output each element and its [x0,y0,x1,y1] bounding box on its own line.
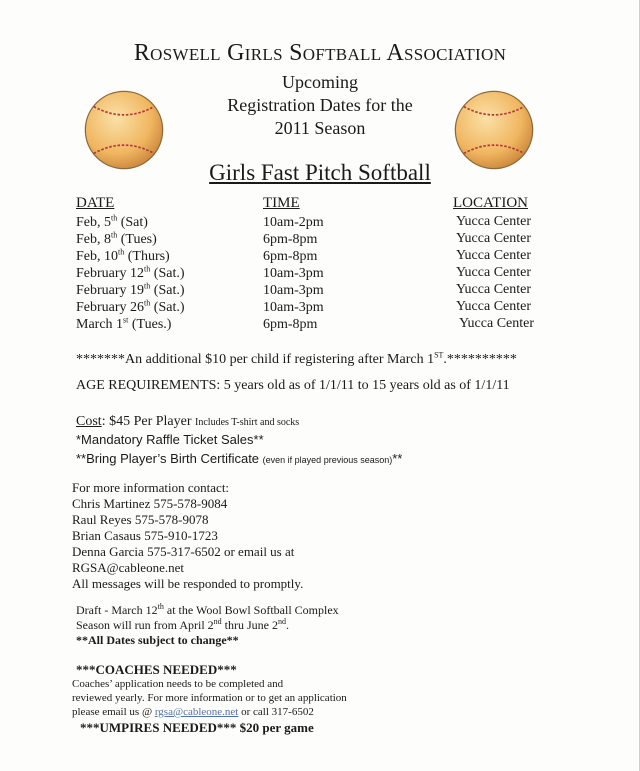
schedule-row-time: 10am-3pm [263,300,324,315]
schedule-row-time: 10am-3pm [263,266,324,281]
column-date: DATE [76,195,115,211]
draft-date: Draft - March 12th at the Wool Bowl Softball Complex [76,602,339,617]
schedule-row-date: February 19th (Sat.) [76,281,185,298]
schedule-row-location: Yucca Center [456,214,532,229]
schedule-row-date: February 12th (Sat.) [76,264,185,281]
association-title: Roswell Girls Softball Association [133,40,507,66]
schedule-row-time: 10am-2pm [263,215,324,230]
schedule-row-location: Yucca Center [456,282,532,297]
schedule-row-time: 6pm-8pm [263,249,318,264]
coaches-info-line: reviewed yearly. For more information or to get an application [72,692,347,704]
schedule-dates [76,214,185,333]
schedule-row-date: Feb, 10th (Thurs) [76,247,170,264]
subtitle-season: 2011 Season [274,118,366,138]
coaches-needed-heading: ***COACHES NEEDED*** [76,662,237,677]
contact-person: Brian Casaus 575-910-1723 [72,528,218,543]
schedule-row-time: 6pm-8pm [263,317,318,332]
response-note: All messages will be responded to promptly. [72,576,304,591]
contact-person: Raul Reyes 575-578-9078 [72,512,209,527]
late-fee-notice: *******An additional $10 per child if registering after March 1ST.********** [76,350,517,367]
contact-email[interactable]: RGSA@cableone.net [72,560,184,575]
raffle-notice: *Mandatory Raffle Ticket Sales** [76,432,264,447]
schedule-times [263,214,324,333]
coaches-contact-line: please email us @ rgsa@cableone.net or call 317-6502 [72,706,314,718]
schedule-row-location: Yucca Center [456,248,532,263]
schedule-row-location: Yucca Center [459,316,535,331]
coaches-info-line: Coaches’ application needs to be completed and [72,678,284,690]
schedule-row-date: March 1st (Tues.) [76,315,172,332]
schedule-row-date: February 26th (Sat.) [76,298,185,315]
cost-line: Cost: $45 Per Player Includes T-shirt and socks [76,414,300,429]
subtitle-upcoming: Upcoming [282,72,358,92]
schedule-row-date: Feb, 5th (Sat) [76,213,148,230]
contact-intro: For more information contact: [72,480,230,495]
schedule-row-location: Yucca Center [456,265,532,280]
umpires-needed: ***UMPIRES NEEDED*** $20 per game [80,720,314,735]
contact-person: Chris Martinez 575-578-9084 [72,496,228,511]
schedule-locations [456,213,534,332]
contact-person: Denna Garcia 575-317-6502 or email us at [72,544,295,559]
subtitle-registration: Registration Dates for the [227,95,413,115]
dates-subject-to-change: **All Dates subject to change** [76,633,239,647]
schedule-row-date: Feb, 8th (Tues) [76,230,157,247]
season-dates: Season will run from April 2nd thru June 2nd. [76,617,289,632]
schedule-row-time: 6pm-8pm [263,232,318,247]
birth-certificate-notice: **Bring Player’s Birth Certificate (even if played previous season)** [76,451,403,466]
column-location: LOCATION [453,195,528,211]
schedule-row-time: 10am-3pm [263,283,324,298]
coaches-email-link[interactable]: rgsa@cableone.net [154,706,239,718]
schedule-row-location: Yucca Center [456,231,532,246]
program-heading: Girls Fast Pitch Softball [209,160,431,185]
column-time: TIME [263,195,300,211]
age-requirements: AGE REQUIREMENTS: 5 years old as of 1/1/11 to 15 years old as of 1/1/11 [76,378,510,393]
schedule-row-location: Yucca Center [456,299,532,314]
